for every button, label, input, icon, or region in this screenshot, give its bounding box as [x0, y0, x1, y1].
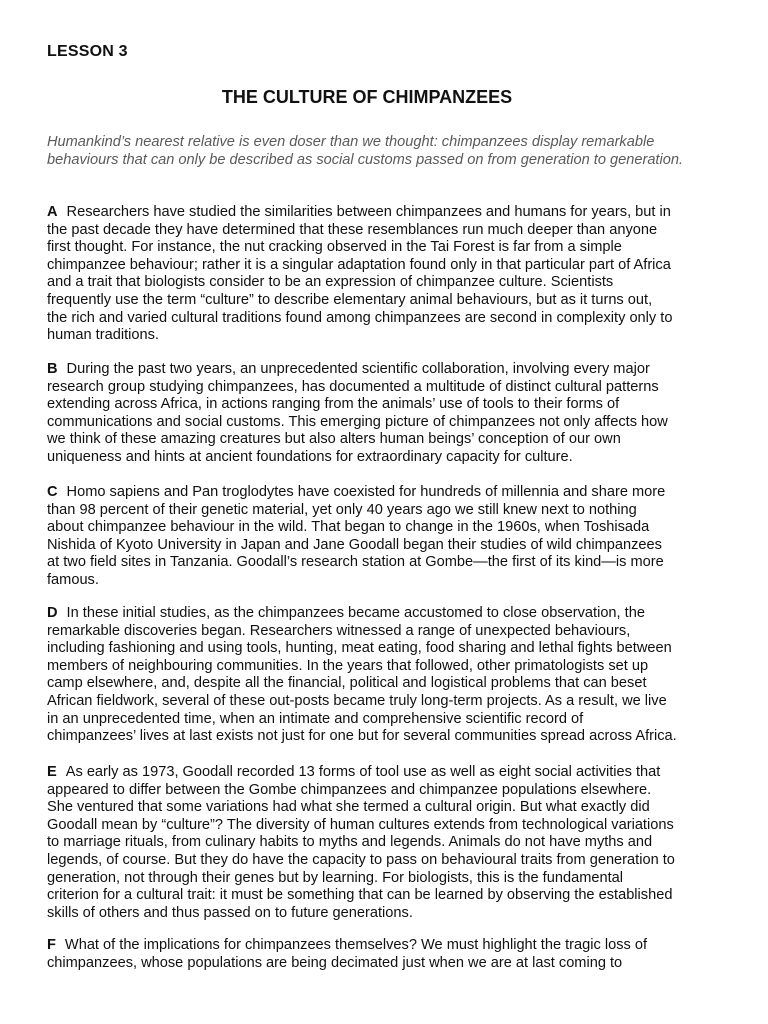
paragraph-letter: D	[47, 605, 58, 621]
paragraph-line: camp elsewhere, and, despite all the financial, political and logistical problems that can beset	[47, 675, 647, 692]
paragraph-line: members of neighbouring communities. In the years that followed, other primatologists set up	[47, 657, 649, 674]
paragraph-line: legends, of course. But they do have the capacity to pass on behavioural traits from generation to	[47, 851, 675, 868]
paragraph-letter: A	[47, 204, 58, 220]
paragraph-line: She ventured that some variations had what she termed a cultural origin. But what exactly did	[47, 799, 650, 816]
paragraph-b	[47, 361, 737, 467]
paragraph-line: criterion for a cultural trait: it must be something that can be learned by observing the established	[47, 887, 673, 904]
paragraph-line: human traditions.	[47, 327, 159, 344]
paragraph-text: Researchers have studied the similarities between chimpanzees and humans for years, but in	[66, 204, 671, 220]
paragraph-text: As early as 1973, Goodall recorded 13 forms of tool use as well as eight social activities that	[65, 764, 661, 780]
paragraph-line: about chimpanzee behaviour in the wild. That began to change in the 1960s, when Toshisada	[47, 519, 650, 536]
paragraph-line: famous.	[47, 571, 99, 588]
paragraph-line: extending across Africa, in actions ranging from the animals’ use of tools to their forms of	[47, 396, 620, 413]
paragraph-line	[47, 361, 737, 379]
intro-text	[47, 133, 737, 169]
paragraph-line: communications and social customs. This emerging picture of chimpanzees not only affects how	[47, 413, 668, 430]
paragraph-line: in an unprecedented time, when an intimate and comprehensive scientific record of	[47, 710, 584, 727]
paragraph-letter: E	[47, 764, 57, 780]
paragraph-text: During the past two years, an unprecedented scientific collaboration, involving every major	[66, 361, 650, 377]
paragraph-line: African fieldwork, several of these out-posts became truly long-term projects. As a result, we live	[47, 692, 667, 709]
paragraph-line: including fashioning and using tools, hunting, meat eating, food sharing and lethal fights between	[47, 640, 672, 657]
paragraph-letter: B	[47, 361, 58, 377]
paragraph-e	[47, 764, 737, 922]
paragraph-line: to marriage rituals, from culinary habits to myths and legends. Animals do not have myths and	[47, 834, 653, 851]
paragraph-line: remarkable discoveries began. Researchers witnessed a range of unexpected behaviours,	[47, 622, 631, 639]
paragraph-text: What of the implications for chimpanzees themselves? We must highlight the tragic loss of	[64, 937, 648, 953]
paragraph-line: appeared to differ between the Gombe chimpanzees and chimpanzee populations elsewhere.	[47, 781, 652, 798]
paragraph-text: In these initial studies, as the chimpanzees became accustomed to close observation, the	[66, 605, 645, 621]
paragraph-f	[47, 937, 737, 972]
paragraph-line: we think of these amazing creatures but also alters human beings’ conception of our own	[47, 431, 621, 448]
paragraph-line	[47, 937, 737, 955]
paragraph-line	[47, 764, 737, 782]
paragraph-line: frequently use the term “culture” to describe elementary animal behaviours, but as it turns out,	[47, 291, 653, 308]
paragraph-line: skills of others and thus passed on to future generations.	[47, 904, 413, 921]
paragraph-a	[47, 204, 737, 345]
paragraph-line: Goodall mean by “culture”? The diversity of human cultures extends from technological variations	[47, 816, 674, 833]
paragraph-letter: F	[47, 937, 56, 953]
paragraph-letter: C	[47, 484, 58, 500]
paragraph-line	[47, 605, 737, 623]
paragraph-line: first thought. For instance, the nut cracking observed in the Tai Forest is far from a simple	[47, 239, 622, 256]
paragraph-line: the rich and varied cultural traditions found among chimpanzees are second in complexity only to	[47, 309, 673, 326]
paragraph-line: the past decade they have determined that these resemblances run much deeper than anyone	[47, 221, 658, 238]
paragraph-line: research group studying chimpanzees, has documented a multitude of distinct cultural patterns	[47, 378, 659, 395]
paragraph-line: chimpanzees, whose populations are being decimated just when we are at last coming to	[47, 954, 623, 971]
paragraph-line: chimpanzees’ lives at last exists not just for one but for several communities spread across Africa.	[47, 728, 677, 745]
paragraph-line: chimpanzee behaviour; rather it is a singular adaptation found only in that particular part of Africa	[47, 256, 671, 273]
intro-line: Humankind’s nearest relative is even doser than we thought: chimpanzees display remarkable	[47, 134, 655, 150]
lesson-heading: LESSON 3	[47, 43, 128, 60]
intro-line: behaviours that can only be described as social customs passed on from generation to generation.	[47, 152, 684, 168]
paragraph-line: and a trait that biologists consider to be an expression of chimpanzee culture. Scientists	[47, 274, 614, 291]
paragraph-line: generation, not through their genes but by learning. For biologists, this is the fundamental	[47, 869, 623, 886]
paragraph-line: uniqueness and hints at ancient foundations for extraordinary capacity for culture.	[47, 448, 573, 465]
page-title: THE CULTURE OF CHIMPANZEES	[221, 87, 513, 107]
paragraph-line	[47, 484, 737, 502]
paragraph-line: at two field sites in Tanzania. Goodall’s research station at Gombe—the first of its kind—is more	[47, 554, 664, 571]
paragraph-line: Nishida of Kyoto University in Japan and Jane Goodall began their studies of wild chimpanzees	[47, 536, 662, 553]
paragraph-d	[47, 605, 737, 746]
paragraph-c	[47, 484, 737, 590]
paragraph-line: than 98 percent of their genetic material, yet only 40 years ago we still knew next to nothing	[47, 501, 637, 518]
paragraph-line	[47, 204, 737, 222]
paragraph-text: Homo sapiens and Pan troglodytes have coexisted for hundreds of millennia and share more	[66, 484, 666, 500]
